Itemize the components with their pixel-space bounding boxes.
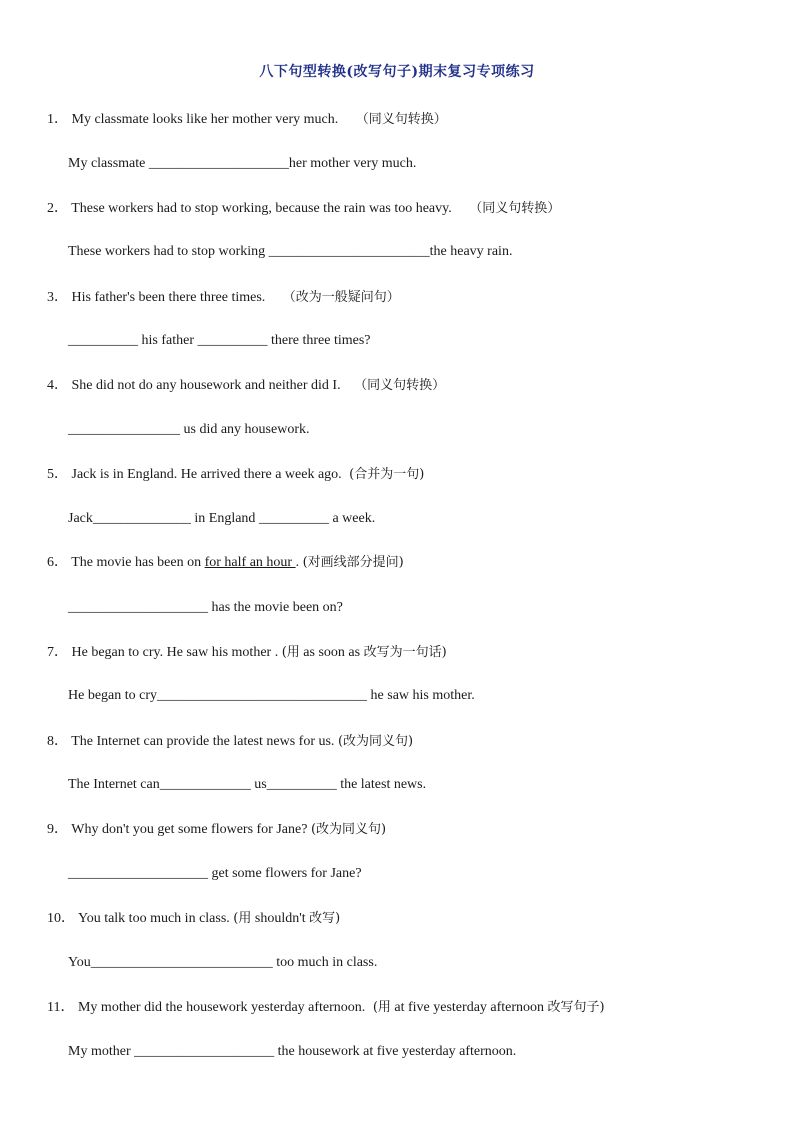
question-text: These workers had to stop working, because the rain was too heavy. xyxy=(71,201,452,216)
question-text: You talk too much in class. xyxy=(77,911,230,926)
answer-text: there three times? xyxy=(267,333,371,348)
question-instruction: （改为一般疑问句） xyxy=(282,290,400,305)
answer-text: us xyxy=(250,777,267,792)
question-instruction: （同义句转换） xyxy=(469,201,561,216)
question-instruction: （同义句转换） xyxy=(355,112,447,127)
answer-blank[interactable]: __________ xyxy=(197,333,268,348)
answer-blank[interactable]: ________________ xyxy=(68,422,180,437)
answer-line-11 xyxy=(68,1043,516,1061)
answer-text: has the movie been on? xyxy=(208,600,343,615)
question-3 xyxy=(47,289,400,307)
question-instruction: (合并为一句) xyxy=(349,467,425,482)
question-instruction: （同义句转换） xyxy=(354,378,446,393)
answer-text: his father xyxy=(138,333,198,348)
answer-blank[interactable]: __________ xyxy=(266,777,337,792)
answer-line-4 xyxy=(68,421,310,439)
question-instruction xyxy=(233,911,340,926)
instruction-prefix: (用 xyxy=(233,911,252,926)
answer-line-8 xyxy=(68,776,426,794)
instruction-keyword: shouldn't xyxy=(251,911,310,926)
question-10 xyxy=(47,910,340,928)
question-11 xyxy=(47,999,605,1017)
question-number: 4． xyxy=(47,378,68,393)
underlined-phrase: for half an hour xyxy=(204,555,296,570)
instruction-suffix: 改写句子) xyxy=(547,1000,605,1015)
question-6 xyxy=(47,554,404,572)
answer-text: My mother xyxy=(68,1044,135,1059)
question-1 xyxy=(47,111,447,129)
question-number: 2． xyxy=(47,201,68,216)
answer-blank[interactable]: ______________________________ xyxy=(157,688,368,703)
answer-blank[interactable]: __________ xyxy=(258,511,329,526)
answer-text: He began to cry xyxy=(68,688,158,703)
question-text: Jack is in England. He arrived there a week ago. xyxy=(71,467,342,482)
question-text: The Internet can provide the latest news for us. xyxy=(71,734,335,749)
answer-text: Jack xyxy=(68,511,93,526)
answer-text: too much in class. xyxy=(272,955,378,970)
answer-line-5 xyxy=(68,510,375,528)
answer-text: the latest news. xyxy=(336,777,427,792)
instruction-suffix: 改写为一句话) xyxy=(363,645,447,660)
answer-blank[interactable]: ____________________ xyxy=(68,600,208,615)
question-number: 5． xyxy=(47,467,68,482)
instruction-keyword: at five yesterday afternoon xyxy=(390,1000,548,1015)
answer-line-3 xyxy=(68,332,371,350)
question-number: 11． xyxy=(47,1000,75,1015)
answer-text: The Internet can xyxy=(68,777,160,792)
page-title: 八下句型转换(改写句子)期末复习专项练习 xyxy=(259,64,535,80)
answer-text: her mother very much. xyxy=(288,156,417,171)
question-number: 7． xyxy=(47,645,68,660)
question-number: 6． xyxy=(47,555,68,570)
instruction-suffix: 改写) xyxy=(309,911,341,926)
instruction-prefix: (用 xyxy=(281,645,300,660)
question-text: My mother did the housework yesterday afternoon. xyxy=(77,1000,366,1015)
answer-line-7 xyxy=(68,687,475,705)
question-text: Why don't you get some flowers for Jane? xyxy=(71,822,308,837)
answer-blank[interactable]: _______________________ xyxy=(268,244,430,259)
question-instruction: (对画线部分提问) xyxy=(302,555,404,570)
question-text: . xyxy=(295,555,300,570)
answer-text: a week. xyxy=(328,511,376,526)
question-text: He began to cry. He saw his mother . xyxy=(71,645,279,660)
answer-blank[interactable]: _____________ xyxy=(159,777,251,792)
question-number: 1． xyxy=(47,112,68,127)
answer-line-9 xyxy=(68,865,362,883)
question-text: She did not do any housework and neither did I. xyxy=(71,378,341,393)
answer-text: get some flowers for Jane? xyxy=(208,866,362,881)
question-4 xyxy=(47,377,445,395)
answer-line-10 xyxy=(68,954,377,972)
answer-line-2 xyxy=(68,243,512,261)
answer-line-1 xyxy=(68,155,416,173)
question-text: My classmate looks like her mother very much. xyxy=(71,112,339,127)
answer-line-6 xyxy=(68,599,343,617)
question-5 xyxy=(47,466,424,484)
answer-blank[interactable]: __________________________ xyxy=(90,955,273,970)
answer-blank[interactable]: __________ xyxy=(68,333,138,348)
question-2 xyxy=(47,200,560,218)
question-9 xyxy=(47,821,386,839)
answer-text: These workers had to stop working xyxy=(68,244,269,259)
question-instruction xyxy=(282,645,447,660)
question-8 xyxy=(47,733,413,751)
answer-text: us did any housework. xyxy=(180,422,310,437)
answer-text: My classmate xyxy=(68,156,149,171)
instruction-prefix: (用 xyxy=(372,1000,391,1015)
question-instruction: (改为同义句) xyxy=(337,734,414,749)
question-number: 10． xyxy=(47,911,75,926)
answer-text: the heavy rain. xyxy=(429,244,513,259)
answer-blank[interactable]: ______________ xyxy=(92,511,191,526)
answer-text: he saw his mother. xyxy=(367,688,475,703)
question-text: His father's been there three times. xyxy=(71,290,266,305)
answer-blank[interactable]: ____________________ xyxy=(68,866,208,881)
instruction-keyword: as soon as xyxy=(299,645,364,660)
answer-blank[interactable]: ____________________ xyxy=(148,156,289,171)
question-instruction xyxy=(373,1000,605,1015)
question-instruction: (改为同义句) xyxy=(310,822,387,837)
question-number: 9． xyxy=(47,822,68,837)
question-text: The movie has been on xyxy=(71,555,205,570)
answer-text: in England xyxy=(190,511,259,526)
question-7 xyxy=(47,644,447,662)
answer-text: You xyxy=(68,955,91,970)
question-number: 8． xyxy=(47,734,68,749)
question-number: 3． xyxy=(47,290,68,305)
answer-text: the housework at five yesterday afternoon. xyxy=(274,1044,517,1059)
answer-blank[interactable]: ____________________ xyxy=(134,1044,275,1059)
